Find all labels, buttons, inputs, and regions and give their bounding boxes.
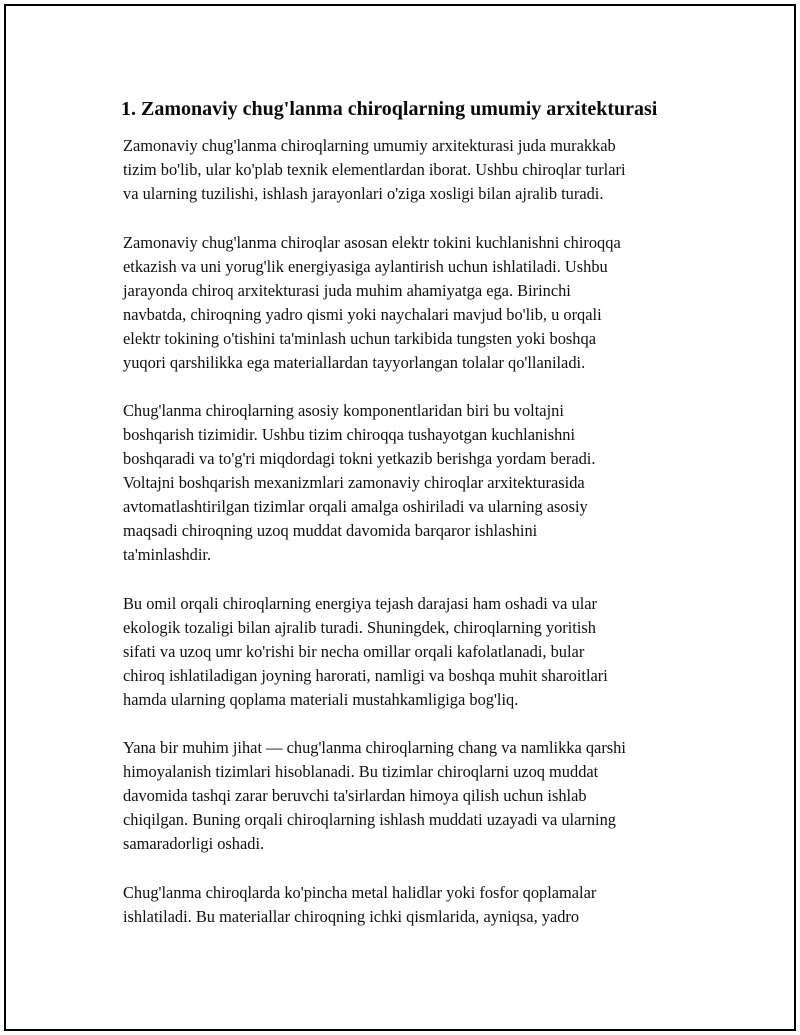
page-frame	[4, 4, 796, 1031]
paragraph-3: Chug'lanma chiroqlarning asosiy komponentlaridan biri bu voltajni boshqarish tizimidir. Ushbu tizim chiroqqa tushayotgan kuchlanishni boshqaradi va to'g'ri miqdordagi tokni yetkazib berishga yordam beradi. Voltajni boshqarish mexanizmlari zamonaviy chiroqlar arxitekturasida avtomatlashtirilgan tizimlar orqali amalga oshiriladi va ularning asosiy maqsadi chiroqning uzoq muddat davomida barqaror ishlashini ta'minlashdir.	[123, 401, 596, 564]
paragraph-5: Yana bir muhim jihat — chug'lanma chiroqlarning chang va namlikka qarshi himoyalanish tizimlari hisoblanadi. Bu tizimlar chiroqlarni uzoq muddat davomida tashqi zarar beruvchi ta'sirlardan himoya qilish uchun ishlab chiqilgan. Buning orqali chiroqlarning ishlash muddati uzayadi va ularning samaradorligi oshadi.	[123, 738, 626, 853]
document-body	[119, 96, 719, 929]
section-heading: 1. Zamonaviy chug'lanma chiroqlarning umumiy arxitekturasi	[121, 98, 658, 120]
paragraph-1: Zamonaviy chug'lanma chiroqlarning umumiy arxitekturasi juda murakkab tizim bo'lib, ular ko'plab texnik elementlardan iborat. Ushbu chiroqlar turlari va ularning tuzilishi, ishlash jarayonlari o'ziga xosligi bilan ajralib turadi.	[123, 136, 626, 203]
paragraph-6: Chug'lanma chiroqlarda ko'pincha metal halidlar yoki fosfor qoplamalar ishlatiladi. Bu materiallar chiroqning ichki qismlarida, ayniqsa, yadro	[123, 882, 597, 926]
paragraph-4: Bu omil orqali chiroqlarning energiya tejash darajasi ham oshadi va ular ekologik tozaligi bilan ajralib turadi. Shuningdek, chiroqlarning yoritish sifati va uzoq umr ko'rishi bir necha omillar orqali kafolatlanadi, bular chiroq ishlatiladigan joyning harorati, namligi va boshqa muhit sharoitlari hamda ularning qoplama materiali mustahkamligiga bog'liq.	[123, 593, 608, 709]
paragraph-2: Zamonaviy chug'lanma chiroqlar asosan elektr tokini kuchlanishni chiroqqa etkazish va uni yorug'lik energiyasiga aylantirish uchun ishlatiladi. Ushbu jarayonda chiroq arxitekturasi juda muhim ahamiyatga ega. Birinchi navbatda, chiroqning yadro qismi yoki naychalari mavjud bo'lib, u orqali elektr tokining o'tishini ta'minlash uchun tarkibida tungsten yoki boshqa yuqori qarshilikka ega materiallardan tayyorlangan tolalar qo'llaniladi.	[123, 232, 621, 372]
